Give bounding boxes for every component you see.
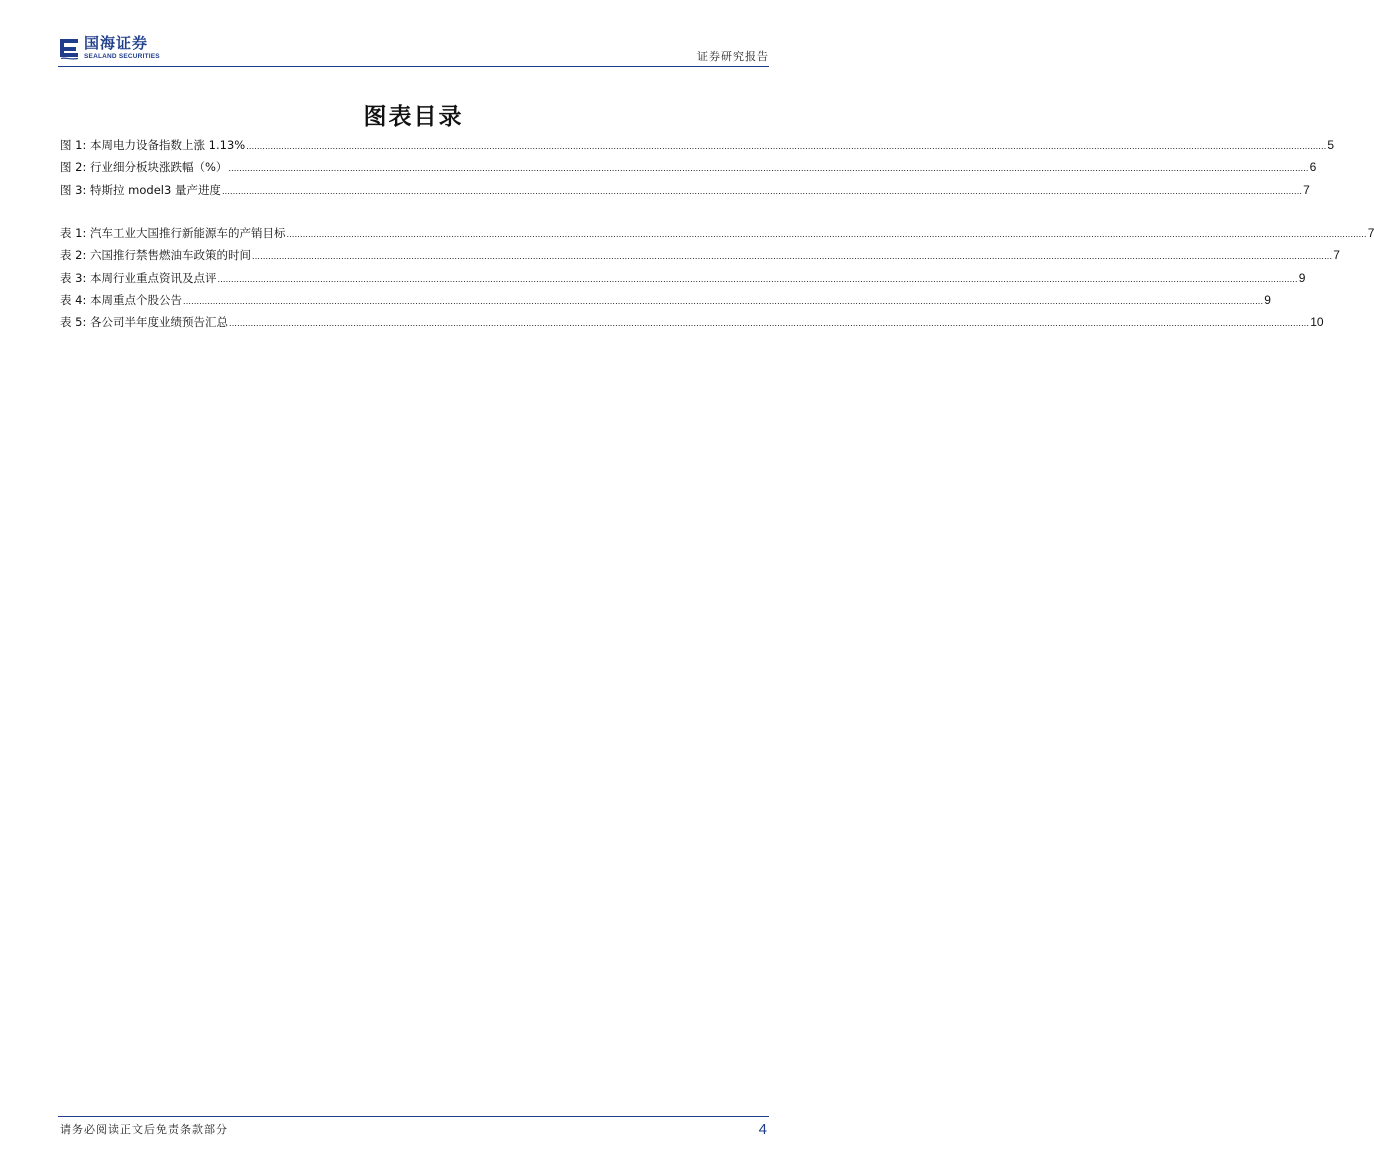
table-list: [60, 225, 1374, 336]
toc-leader-dots: ................................................................................................................................................................................................................................................................................................................................................................................................................: [217, 273, 1298, 284]
sealand-logo-icon: [58, 36, 80, 60]
toc-leader-dots: ................................................................................................................................................................................................................................................................................................................................................................................................................: [246, 141, 1327, 151]
toc-leader-dots: ................................................................................................................................................................................................................................................................................................................................................................................................................: [221, 185, 1303, 196]
toc-entry-figure-3[interactable]: [60, 182, 1310, 204]
page-number: 4: [758, 1121, 767, 1138]
toc-leader-dots: ................................................................................................................................................................................................................................................................................................................................................................................................................: [286, 229, 1367, 239]
toc-entry-page: 7: [1367, 226, 1374, 240]
logo-text: [84, 36, 160, 61]
toc-entry-page: 9: [1298, 270, 1306, 285]
toc-entry-table-5[interactable]: [60, 314, 1324, 336]
toc-entry-label: 表 5: 各公司半年度业绩预告汇总: [60, 315, 229, 330]
toc-entry-label: 表 2: 六国推行禁售燃油车政策的时间: [60, 248, 252, 263]
toc-entry-page: 6: [1309, 160, 1317, 175]
toc-leader-dots: ................................................................................................................................................................................................................................................................................................................................................................................................................: [183, 295, 1264, 306]
toc-entry-label: 表 1: 汽车工业大国推行新能源车的产销目标: [60, 226, 286, 240]
company-logo: [58, 36, 160, 64]
toc-entry-page: 5: [1327, 138, 1335, 152]
toc-leader-dots: ................................................................................................................................................................................................................................................................................................................................................................................................................: [229, 318, 1310, 329]
toc-entry-label: 图 1: 本周电力设备指数上涨 1.13%: [60, 138, 246, 152]
footer-divider: [58, 1116, 769, 1117]
toc-leader-dots: ................................................................................................................................................................................................................................................................................................................................................................................................................: [252, 251, 1333, 262]
toc-entry-label: 表 4: 本周重点个股公告: [60, 292, 183, 307]
toc-entry-page: 7: [1303, 182, 1310, 197]
toc-entry-label: 图 3: 特斯拉 model3 量产进度: [60, 182, 221, 197]
toc-entry-table-4[interactable]: [60, 292, 1271, 314]
header-divider: [58, 66, 769, 67]
footer-disclaimer: 请务必阅读正文后免责条款部分: [60, 1123, 228, 1136]
toc-entry-table-2[interactable]: [60, 247, 1340, 269]
toc-entry-label: 表 3: 本周行业重点资讯及点评: [60, 270, 217, 285]
toc-entry-table-3[interactable]: [60, 270, 1306, 292]
page-title: 图表目录: [363, 104, 464, 130]
toc-entry-figure-1[interactable]: [60, 137, 1335, 159]
toc-entry-page: 9: [1264, 292, 1271, 307]
figure-list: [60, 137, 1335, 204]
logo-chinese-name: 国海证券: [84, 34, 149, 52]
report-type-label: 证券研究报告: [697, 50, 769, 63]
toc-leader-dots: ................................................................................................................................................................................................................................................................................................................................................................................................................: [228, 163, 1309, 174]
logo-english-name: SEALAND SECURITIES: [84, 53, 160, 60]
page-header: [58, 32, 769, 66]
toc-entry-table-1[interactable]: [60, 225, 1374, 247]
toc-entry-figure-2[interactable]: [60, 159, 1317, 181]
toc-entry-page: 7: [1333, 248, 1340, 263]
toc-entry-label: 图 2: 行业细分板块涨跌幅（%）: [60, 160, 228, 175]
toc-entry-page: 10: [1310, 315, 1324, 330]
